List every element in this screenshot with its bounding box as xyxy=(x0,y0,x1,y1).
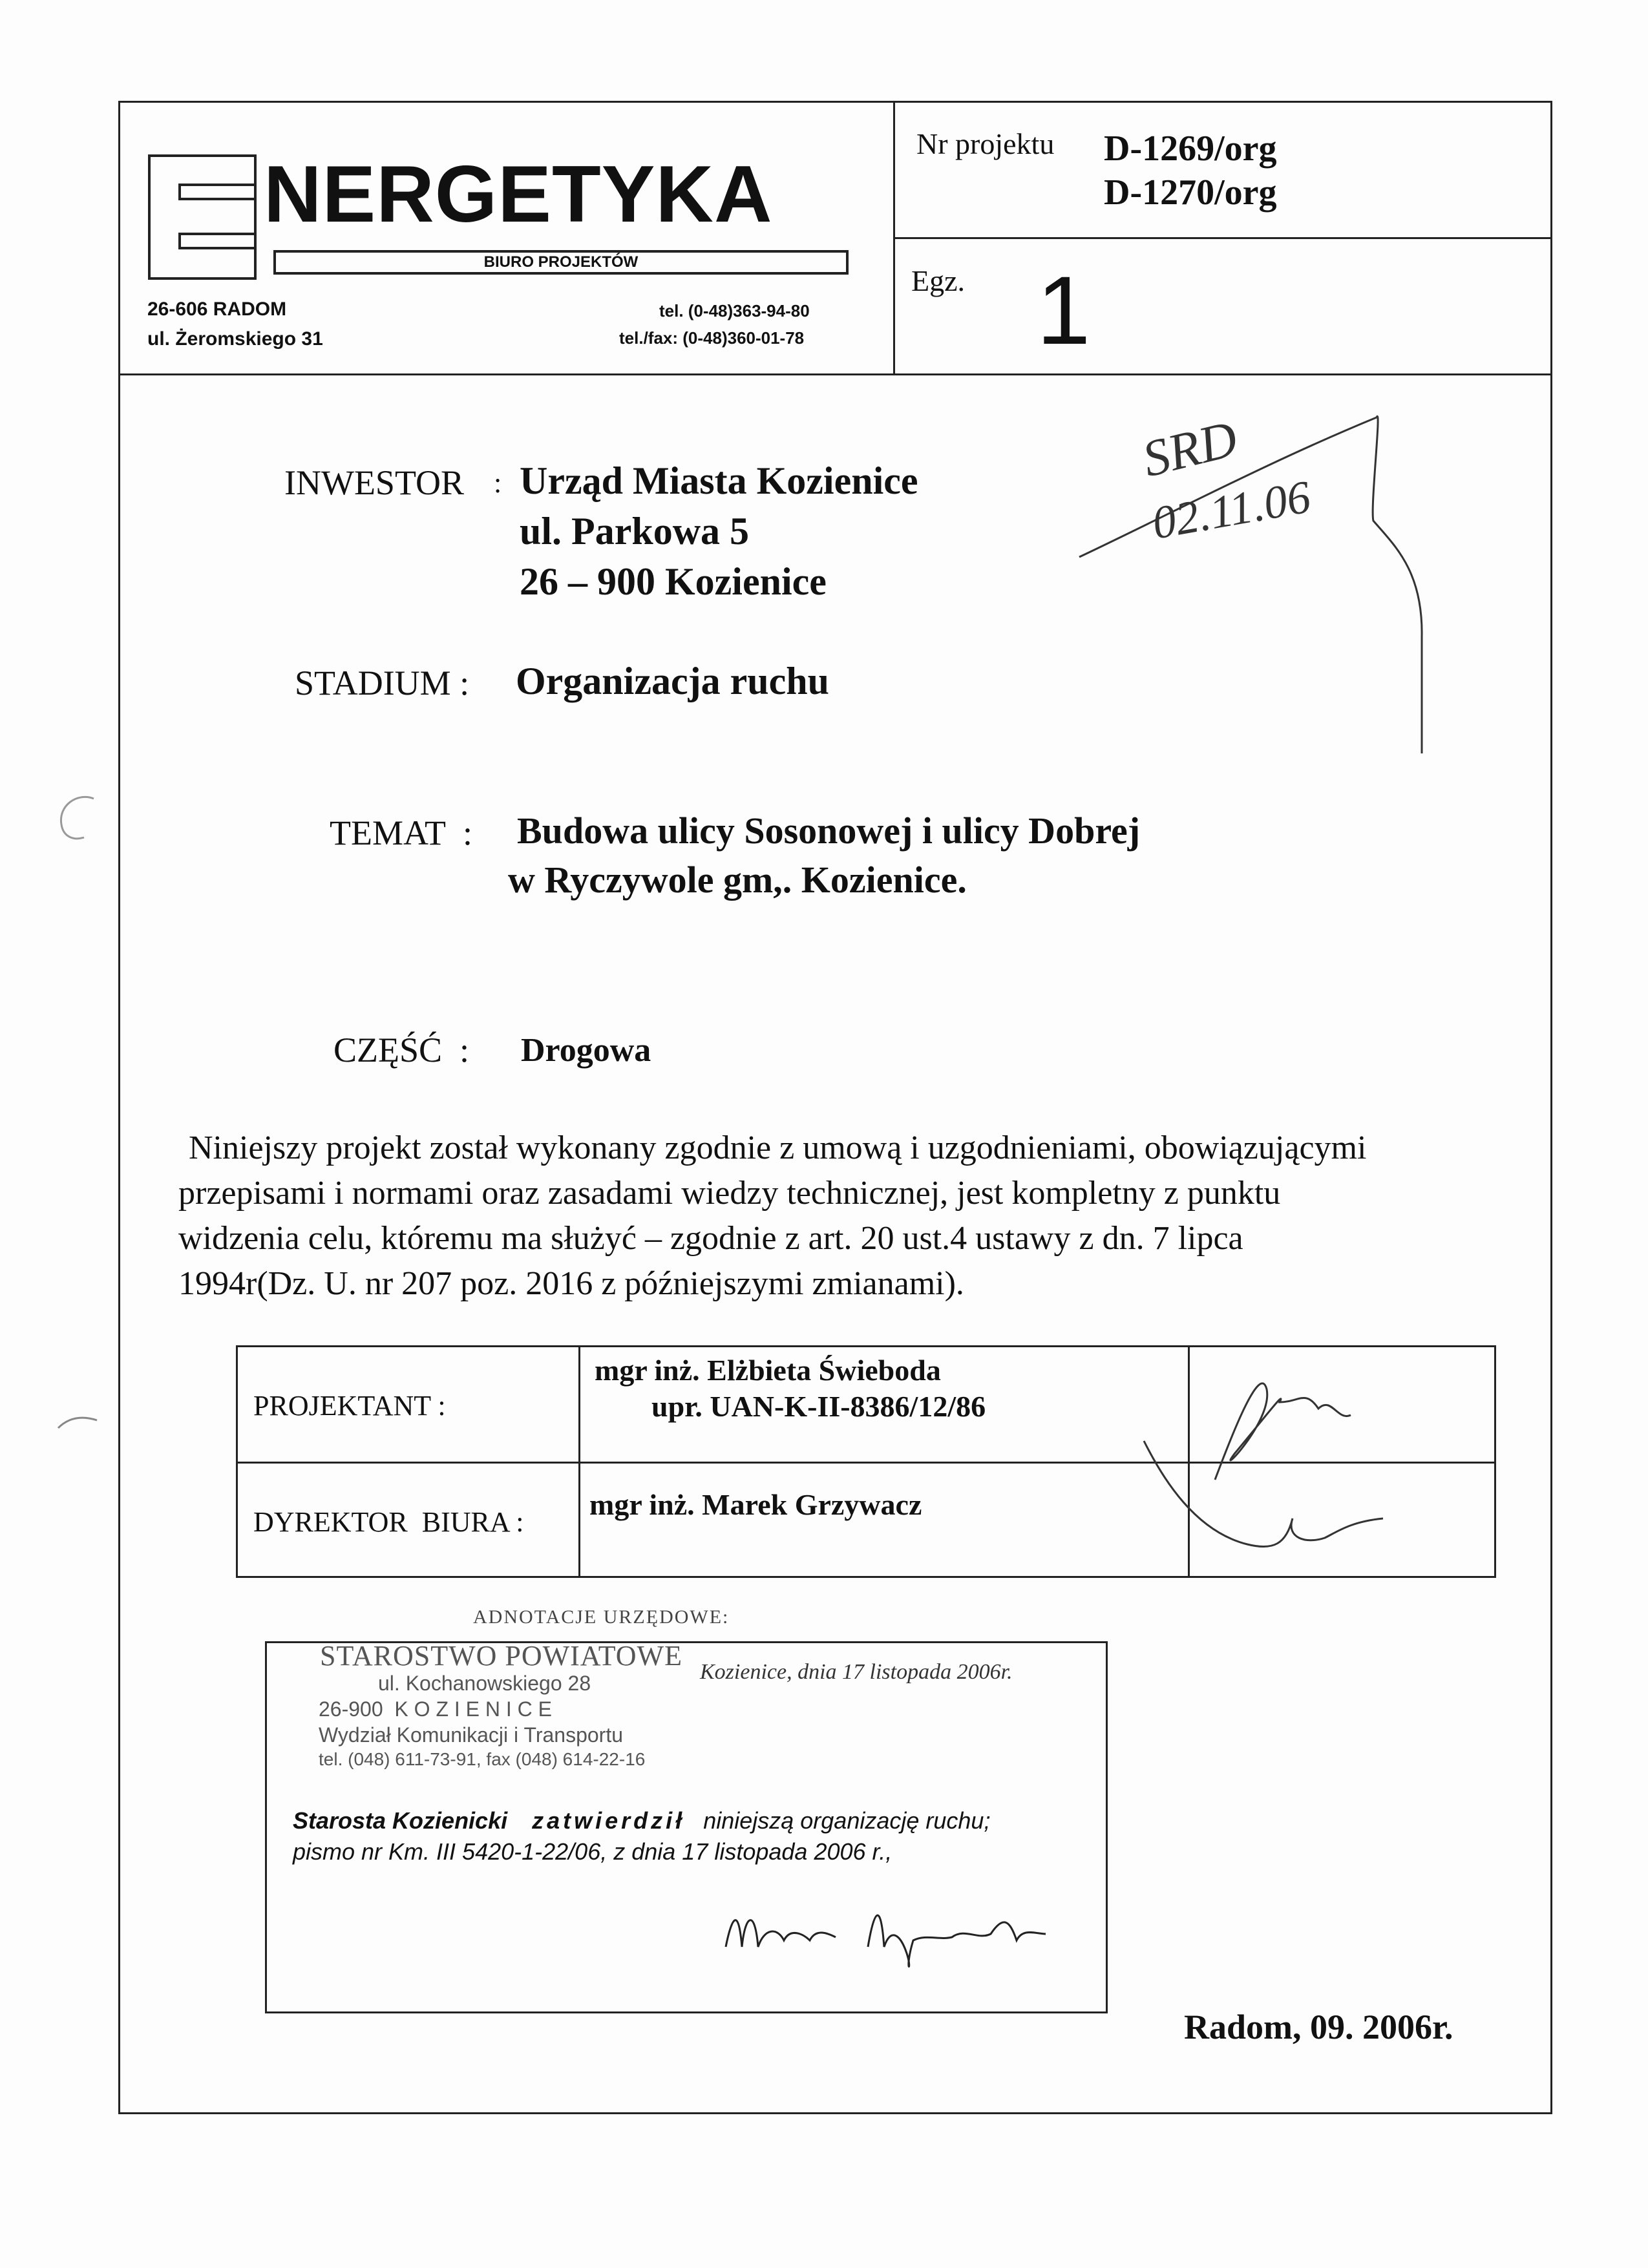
official-signature-icon xyxy=(719,1889,1055,1973)
stamp-street: ul. Kochanowskiego 28 xyxy=(378,1672,591,1695)
approval-authority: Starosta Kozienicki xyxy=(293,1807,508,1834)
approval-line-2: pismo nr Km. III 5420-1-22/06, z dnia 17 listopada 2006 r., xyxy=(293,1838,893,1865)
investor-city: 26 – 900 Kozienice xyxy=(520,560,827,603)
part-label: CZĘŚĆ : xyxy=(333,1031,470,1069)
stamp-city: 26-900 K O Z I E N I C E xyxy=(319,1697,553,1721)
copy-number-handwritten: 1 xyxy=(1037,256,1091,364)
header-divider xyxy=(118,373,1550,375)
part-value: Drogowa xyxy=(521,1032,651,1069)
copy-label: Egz. xyxy=(911,264,966,297)
approval-line-1 xyxy=(293,1807,990,1834)
stage-label: STADIUM : xyxy=(295,664,470,702)
approval-verb: zatwierdził xyxy=(532,1807,686,1834)
subject-line-2: w Ryczywole gm,. Kozienice. xyxy=(508,859,967,901)
annotations-title: ADNOTACJE URZĘDOWE: xyxy=(473,1606,730,1628)
statement-line-2: przepisami i normami oraz zasadami wiedzy technicznej, jest kompletny z punktu xyxy=(178,1175,1281,1212)
company-subtitle: BIURO PROJEKTÓW xyxy=(273,250,849,275)
designer-label: PROJEKTANT : xyxy=(253,1390,446,1422)
approval-object: niniejszą organizację ruchu; xyxy=(703,1807,991,1834)
annotations-box xyxy=(265,1641,1108,2013)
investor-label: INWESTOR xyxy=(284,463,464,502)
company-city: 26-606 RADOM xyxy=(147,299,287,320)
designer-license: upr. UAN-K-II-8386/12/86 xyxy=(651,1390,986,1423)
investor-separator: : xyxy=(494,467,502,499)
investor-street: ul. Parkowa 5 xyxy=(520,510,750,552)
director-label: DYREKTOR BIURA : xyxy=(253,1506,524,1538)
handwritten-strokes-icon xyxy=(1073,379,1435,753)
signature-scribble-icon xyxy=(1137,1350,1409,1609)
company-street: ul. Żeromskiego 31 xyxy=(147,328,323,350)
approval-date-note: Kozienice, dnia 17 listopada 2006r. xyxy=(700,1660,1013,1684)
punch-hole-mark-icon xyxy=(39,792,103,844)
statement-line-1: Niniejszy projekt został wykonany zgodnie z umową i uzgodnieniami, obowiązującymi xyxy=(189,1129,1367,1166)
handwritten-initials: SRD xyxy=(1137,410,1243,488)
director-name: mgr inż. Marek Grzywacz xyxy=(589,1488,922,1521)
statement-line-3: widzenia celu, któremu ma służyć – zgodnie z art. 20 ust.4 ustawy z dn. 7 lipca xyxy=(178,1220,1243,1257)
project-number-2: D-1270/org xyxy=(1104,173,1277,213)
company-name: NERGETYKA xyxy=(264,150,773,239)
subject-line-1: Budowa ulicy Sosonowej i ulicy Dobrej xyxy=(517,810,1141,852)
signatures-column-divider-1 xyxy=(578,1345,580,1576)
project-number-1: D-1269/org xyxy=(1104,129,1277,169)
company-phone: tel. (0-48)363-94-80 xyxy=(659,301,810,320)
punch-hole-mark-icon-2 xyxy=(52,1409,103,1434)
project-number-divider xyxy=(893,237,1550,239)
company-fax: tel./fax: (0-48)360-01-78 xyxy=(619,328,805,348)
investor-name: Urząd Miasta Kozienice xyxy=(520,459,918,502)
place-date: Radom, 09. 2006r. xyxy=(1184,2008,1453,2046)
designer-name: mgr inż. Elżbieta Świeboda xyxy=(595,1354,941,1387)
stage-value: Organizacja ruchu xyxy=(516,660,829,702)
statement-line-4: 1994r(Dz. U. nr 207 poz. 2016 z późniejszymi zmianami). xyxy=(178,1265,964,1302)
handwritten-date: 02.11.06 xyxy=(1148,470,1315,549)
stamp-department: Wydział Komunikacji i Transportu xyxy=(319,1723,623,1747)
stamp-phone: tel. (048) 611-73-91, fax (048) 614-22-16 xyxy=(319,1749,646,1769)
subject-label: TEMAT : xyxy=(330,814,473,852)
project-number-label: Nr projektu xyxy=(916,127,1055,160)
stamp-office: STAROSTWO POWIATOWE xyxy=(320,1640,682,1672)
logo-e-icon xyxy=(147,154,257,280)
